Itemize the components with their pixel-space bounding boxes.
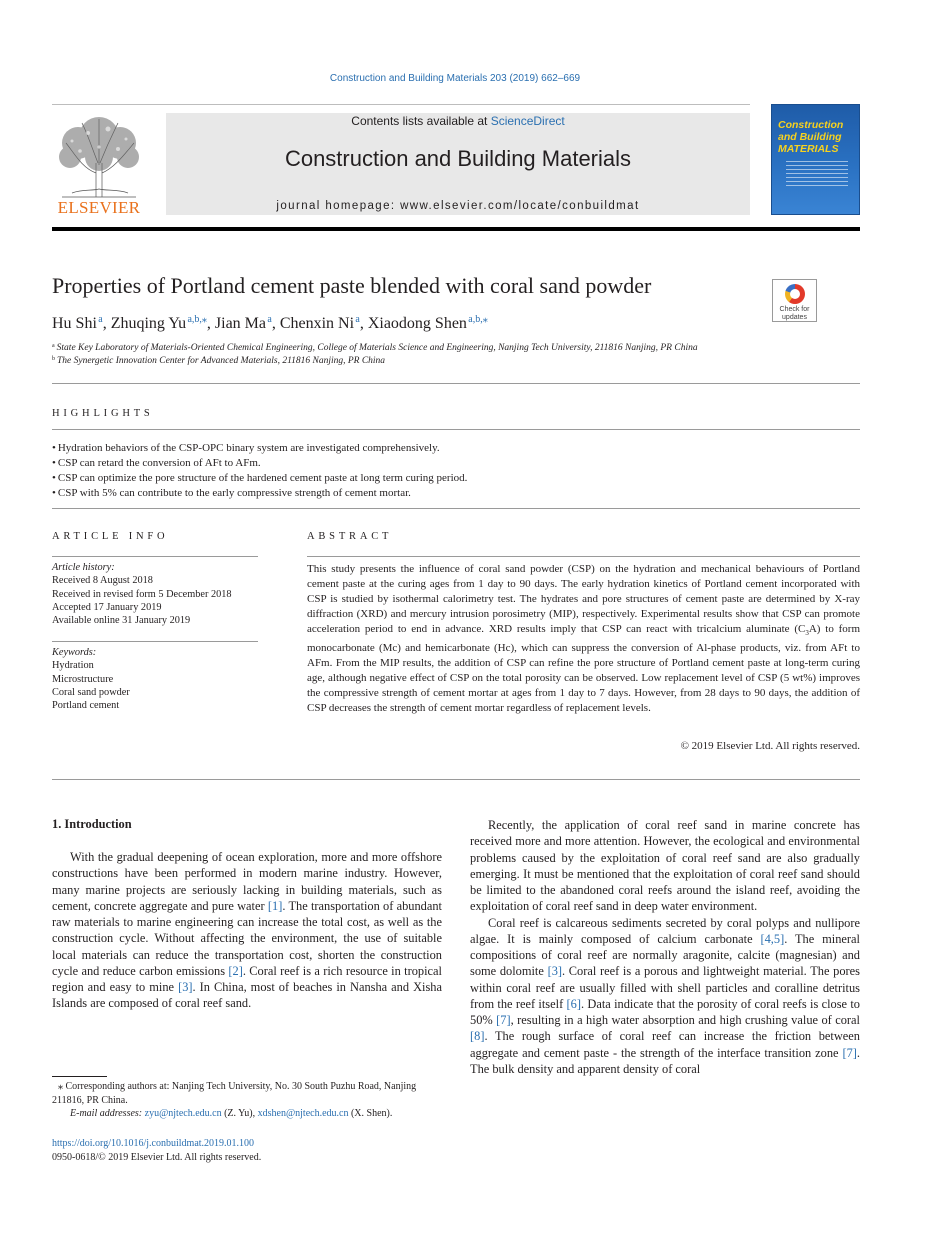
paragraph-text: . The bulk density and apparent density of coral — [470, 1045, 860, 1076]
affiliation-b — [52, 356, 385, 366]
keyword-item: Microstructure — [52, 673, 114, 685]
keywords — [52, 646, 130, 712]
body-column-left — [52, 849, 442, 1012]
author-affiliation-mark[interactable]: a — [355, 314, 360, 325]
affiliation-key: a — [52, 343, 55, 349]
paragraph-text: Coral reef is calcareous sediments secreted by coral polyps and nullipore algae. It is mainly composed of calcium carbonate — [470, 915, 860, 946]
body-paragraph — [470, 915, 860, 1078]
affiliation-key: b — [52, 356, 55, 362]
author-affiliation-mark[interactable]: a — [98, 314, 103, 325]
affiliation-a — [52, 343, 698, 353]
abstract-part: This study presents the influence of coral sand powder (CSP) on the hydration and mechanical behaviours of Portland cement paste at the curing ages from 1 day to 90 days. The early hydration kinetics of Portland cement incorporated with CSP is studied by isothermal calorimetry test. The hydrates and pore structures of cement paste are determined by X-ray diffraction (XRD) and mercury intrusion porosimetry (MIP), respectively. Experimental results show that CSP can promote acceleration period to end in advance. XRD results imply that CSP can react with tricalcium aluminate (C — [307, 563, 860, 635]
online-date: Available online 31 January 2019 — [52, 615, 191, 627]
abstract-subscript: 3 — [805, 629, 809, 637]
section-heading-introduction: 1. Introduction — [52, 817, 132, 831]
author-name[interactable]: Hu Shi — [52, 315, 97, 332]
article-info-heading: ARTICLE INFO — [52, 531, 169, 542]
header-thick-rule — [52, 227, 860, 231]
abstract-part: A) to form monocarbonate (Mc) and hemicarbonate (Hc), which can suppress the conversion of Al-phase products, viz. from AFt to AFm. From the MIP results, the addition of CSP can refine the pore structure of Portland cement paste at long-term curing age, although negative effect of CSP on the total porosity can be observed. Low replacement level of CSP (5 wt%) improves the compressive strength of cement mortar at ages from 1 day to 7 days. However, from 28 days to 90 days, the addition of CSP decreases the strength of cement mortar regardless of replacement levels. — [307, 622, 861, 714]
highlight-item: • CSP with 5% can contribute to the early compressive strength of cement mortar. — [52, 486, 467, 501]
footnote-rule — [52, 1076, 107, 1077]
journal-homepage[interactable]: journal homepage: www.elsevier.com/locate/conbuildmat — [276, 200, 640, 212]
header-top-rule — [52, 104, 750, 105]
author-name[interactable]: Chenxin Ni — [279, 315, 355, 332]
keyword-item: Portland cement — [52, 700, 120, 712]
abstract-text — [307, 562, 860, 716]
citation-link[interactable]: [3] — [178, 980, 193, 994]
check-for-updates-badge[interactable] — [772, 279, 817, 322]
citation-link[interactable]: [4,5] — [760, 931, 785, 946]
body-column-right — [470, 817, 860, 1077]
highlights-list — [52, 441, 467, 501]
article-history-label: Article history: — [52, 562, 115, 573]
journal-cover-image[interactable] — [771, 104, 860, 215]
paper-title: Properties of Portland cement paste blended with coral sand powder — [52, 273, 652, 298]
abstract-heading: ABSTRACT — [307, 531, 393, 542]
check-updates-icon — [785, 284, 805, 304]
citation-link[interactable]: [8] — [470, 1029, 485, 1044]
divider — [52, 383, 860, 384]
highlight-item: • CSP can retard the conversion of AFt to AFm. — [52, 456, 467, 471]
author-list — [52, 314, 488, 333]
body-paragraph — [52, 849, 442, 1012]
corresponding-footnote — [52, 1080, 442, 1121]
author-separator: , — [102, 315, 111, 332]
author-affiliation-mark[interactable]: a,b,⁎ — [187, 314, 207, 325]
email-link[interactable]: zyu@njtech.edu.cn — [144, 1108, 222, 1119]
footnote-star: ⁎ — [58, 1081, 63, 1092]
keyword-item: Hydration — [52, 660, 94, 672]
paragraph-text: . The mineral compositions of coral reef are normally aragonite, calcite (magnesian) and some dolomite — [470, 931, 860, 979]
divider — [52, 556, 258, 557]
cover-title: Construction and Building MATERIALS — [778, 119, 844, 155]
check-updates-label: Check for updates — [779, 306, 810, 321]
email-link[interactable]: xdshen@njtech.edu.cn — [257, 1108, 349, 1119]
paragraph-text: Recently, the application of coral reef sand in marine concrete has received more and more attention. However, the ecological and environmental problems caused by the exploitation of coral reef sand are also gradually emerging. It must be mentioned that the exploitation of coral reef sand should be limited to the abandoned coral reefs around the island reef, avoiding the exploitation of coral reef sand in deep water environment. — [470, 818, 860, 914]
paragraph-text: . The transportation of abundant raw materials to marine engineering can increase the total cost, as well as the construction cycle. Without affecting the environment, the use of suitable local materials can reduce the transportation cost, shorten the construction cycle and reduce carbon emissions — [52, 898, 442, 978]
paragraph-text: , resulting in a high water absorption and high crushing value of coral — [510, 1013, 860, 1027]
paragraph-text: . Coral reef is a rich resource in tropical region and easy to mine — [52, 963, 442, 994]
contents-prefix: Contents lists available at — [351, 114, 491, 128]
citation-link[interactable]: [7] — [496, 1013, 511, 1027]
article-history — [52, 561, 232, 627]
accepted-date: Accepted 17 January 2019 — [52, 601, 162, 613]
author-name[interactable]: Zhuqing Yu — [110, 315, 187, 332]
divider — [52, 641, 258, 642]
email-owner: (X. Shen). — [348, 1108, 393, 1119]
doi-link[interactable]: https://doi.org/10.1016/j.conbuildmat.2019.01.100 — [52, 1138, 255, 1149]
sciencedirect-link[interactable]: ScienceDirect — [490, 114, 565, 128]
citation-link[interactable]: [3] — [547, 964, 563, 979]
paragraph-text: . Data indicate that the porosity of coral reefs is close to 50% — [470, 996, 860, 1027]
affiliation-text: State Key Laboratory of Materials-Oriented Chemical Engineering, College of Materials Science and Engineering, Nanjing Tech University, 211816 Nanjing, PR China — [56, 343, 698, 353]
paragraph-text: . In China, most of beaches in Nansha and Xisha Islands are composed of coral reef sand. — [52, 980, 443, 1011]
citation-link[interactable]: [2] — [228, 963, 243, 978]
divider — [52, 429, 860, 430]
author-separator: , — [206, 315, 215, 332]
contents-line — [166, 114, 750, 128]
highlight-item: • Hydration behaviors of the CSP-OPC binary system are investigated comprehensively. — [52, 441, 467, 456]
highlights-heading: HIGHLIGHTS — [52, 408, 154, 419]
email-owner: (Z. Yu), — [221, 1108, 258, 1119]
elsevier-tree-logo — [52, 113, 146, 199]
citation-link[interactable]: [6] — [566, 996, 581, 1011]
divider — [52, 779, 860, 780]
highlight-item: • CSP can optimize the pore structure of the hardened cement paste at long term curing period. — [52, 471, 467, 486]
paragraph-text: With the gradual deepening of ocean exploration, more and more offshore constructions have been performed in modern marine industry. However, many marine projects are seriously lacking in building materials, such as cement, concrete aggregate and pure water — [52, 850, 442, 913]
revised-date: Received in revised form 5 December 2018 — [52, 588, 232, 600]
author-name[interactable]: Jian Ma — [214, 315, 267, 332]
author-affiliation-mark[interactable]: a,b,⁎ — [468, 314, 488, 325]
abstract-copyright: © 2019 Elsevier Ltd. All rights reserved. — [680, 740, 860, 752]
affiliation-text: The Synergetic Innovation Center for Advanced Materials, 211816 Nanjing, PR China — [57, 356, 386, 366]
elsevier-wordmark: ELSEVIER — [57, 198, 141, 217]
footnote-corresponding: Corresponding authors at: Nanjing Tech University, No. 30 South Puzhu Road, Nanjing 211816, PR China. — [52, 1081, 417, 1106]
keyword-item: Coral sand powder — [52, 686, 130, 698]
divider — [52, 508, 860, 509]
journal-title: Construction and Building Materials — [284, 146, 632, 171]
author-separator: , — [271, 315, 280, 332]
author-affiliation-mark[interactable]: a — [267, 314, 272, 325]
issn-line: 0950-0618/© 2019 Elsevier Ltd. All rights reserved. — [52, 1151, 262, 1163]
cover-decoration — [786, 161, 848, 189]
author-name[interactable]: Xiaodong Shen — [367, 315, 467, 332]
email-label: E-mail addresses: — [70, 1108, 143, 1119]
received-date: Received 8 August 2018 — [52, 575, 153, 587]
author-separator: , — [359, 315, 368, 332]
paragraph-text: . The rough surface of coral reef can increase the friction between aggregate and cement paste - the strength of the interface transition zone — [470, 1029, 860, 1060]
keywords-label: Keywords: — [52, 647, 97, 658]
doi-block — [52, 1137, 261, 1164]
body-paragraph — [470, 817, 860, 915]
citation-link[interactable]: [1] — [267, 898, 283, 913]
citation-link[interactable]: [7] — [842, 1045, 857, 1060]
paragraph-text: . Coral reef is a porous and lightweight material. The pores within coral reef are usually filled with shell particles and coralline detritus from the reef itself — [470, 964, 861, 1011]
divider — [307, 556, 860, 557]
journal-reference[interactable]: Construction and Building Materials 203 (2019) 662–669 — [329, 73, 581, 84]
